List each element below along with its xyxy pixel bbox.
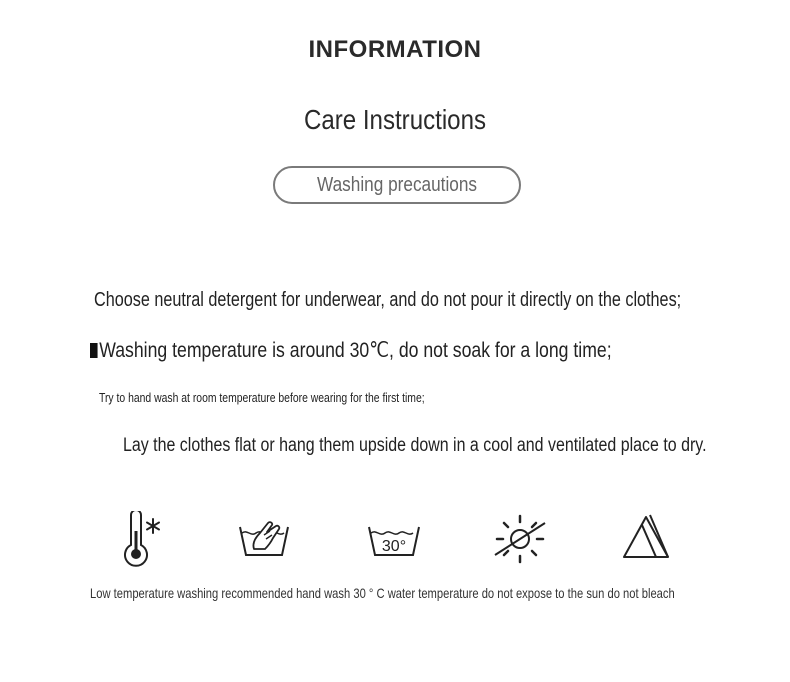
no-sun-icon bbox=[492, 511, 548, 567]
low-temperature-thermometer-icon bbox=[110, 511, 166, 567]
care-icons-caption: Low temperature washing recommended hand wash 30 ° C water temperature do not expose to the sun do not bleach bbox=[90, 585, 675, 601]
information-heading: INFORMATION bbox=[308, 36, 482, 63]
glyph-box-icon bbox=[90, 343, 98, 358]
instruction-first-wash: Try to hand wash at room temperature before wearing for the first time; bbox=[99, 390, 425, 405]
instruction-drying: Lay the clothes flat or hang them upside down in a cool and ventilated place to dry. bbox=[123, 435, 707, 456]
wash-30-label: 30° bbox=[381, 538, 407, 555]
instruction-detergent: Choose neutral detergent for underwear, and do not pour it directly on the clothes; bbox=[94, 289, 682, 311]
washing-precautions-pill bbox=[273, 166, 521, 204]
instruction-temperature: Washing temperature is around 30℃, do not soak for a long time; bbox=[99, 339, 612, 362]
do-not-bleach-icon bbox=[620, 511, 676, 567]
instruction-temperature-row bbox=[90, 338, 612, 363]
care-instructions-title: Care Instructions bbox=[303, 104, 486, 135]
hand-wash-icon bbox=[236, 511, 292, 567]
pill-label: Washing precautions bbox=[317, 173, 477, 196]
wash-30-icon bbox=[366, 511, 422, 567]
